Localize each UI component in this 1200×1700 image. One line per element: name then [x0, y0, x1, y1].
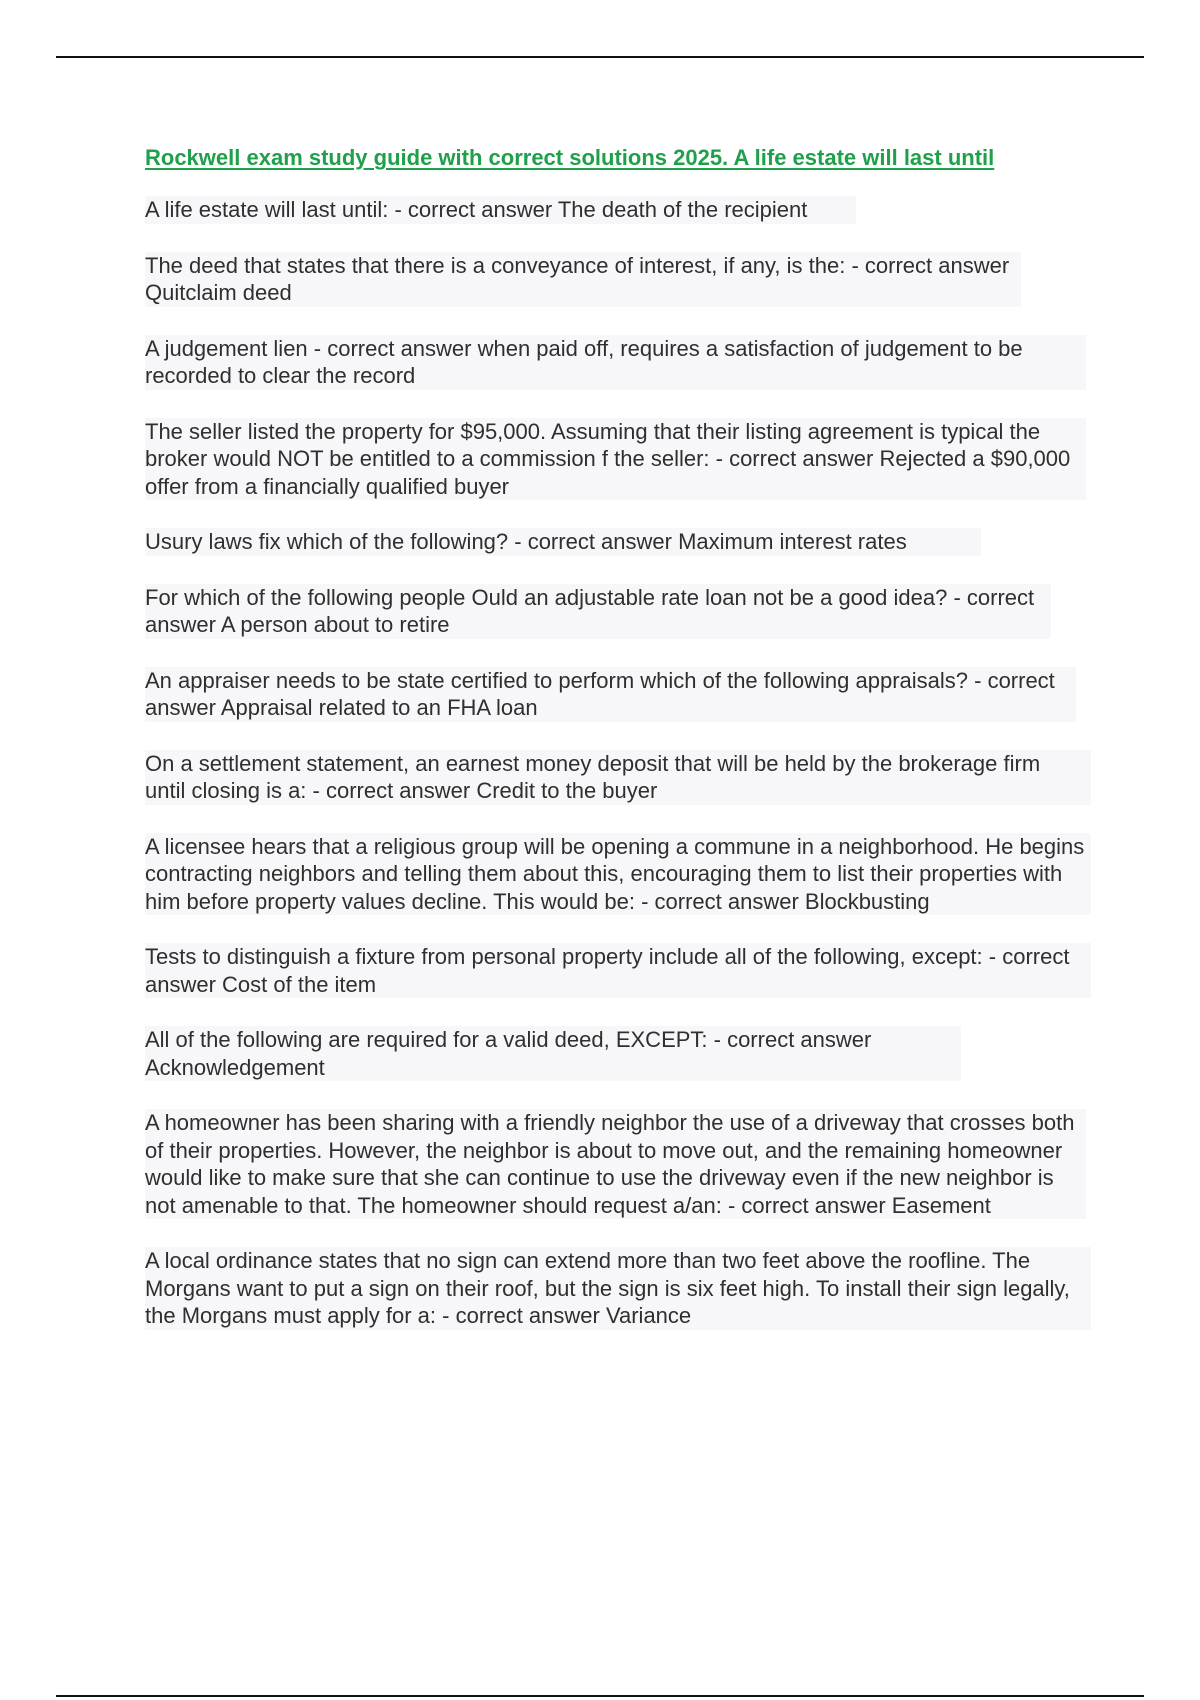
qa-item: Usury laws fix which of the following? - correct answer Maximum interest rates [145, 528, 981, 556]
document-body [145, 144, 1095, 1358]
qa-item: For which of the following people Ould an adjustable rate loan not be a good idea? - correct answer A person about to retire [145, 584, 1051, 639]
document-title: Rockwell exam study guide with correct solutions 2025. A life estate will last until [145, 145, 995, 170]
qa-item: An appraiser needs to be state certified to perform which of the following appraisals? - correct answer Appraisal related to an FHA loan [145, 667, 1076, 722]
qa-item: A homeowner has been sharing with a friendly neighbor the use of a driveway that crosses both of their properties. However, the neighbor is about to move out, and the remaining homeowner would like to make sure that she can continue to use the driveway even if the new neighbor is not amenable to that. The homeowner should request a/an: - correct answer Easement [145, 1109, 1086, 1219]
qa-item: Tests to distinguish a fixture from personal property include all of the following, except: - correct answer Cost of the item [145, 943, 1091, 998]
qa-item: All of the following are required for a valid deed, EXCEPT: - correct answer Acknowledgement [145, 1026, 961, 1081]
qa-item: On a settlement statement, an earnest money deposit that will be held by the brokerage firm until closing is a: - correct answer Credit to the buyer [145, 750, 1091, 805]
qa-item: The deed that states that there is a conveyance of interest, if any, is the: - correct answer Quitclaim deed [145, 252, 1021, 307]
qa-item: A judgement lien - correct answer when paid off, requires a satisfaction of judgement to be recorded to clear the record [145, 335, 1086, 390]
qa-item: A local ordinance states that no sign can extend more than two feet above the roofline. The Morgans want to put a sign on their roof, but the sign is six feet high. To install their sign legally, the Morgans must apply for a: - correct answer Variance [145, 1247, 1091, 1330]
header-rule [56, 56, 1144, 58]
qa-item: A licensee hears that a religious group will be opening a commune in a neighborhood. He begins contracting neighbors and telling them about this, encouraging them to list their properties with him before property values decline. This would be: - correct answer Blockbusting [145, 833, 1091, 916]
footer-rule [56, 1695, 1144, 1697]
qa-item: A life estate will last until: - correct answer The death of the recipient [145, 196, 856, 224]
qa-item: The seller listed the property for $95,000. Assuming that their listing agreement is typical the broker would NOT be entitled to a commission f the seller: - correct answer Rejected a $90,000 offer from a financially qualified buyer [145, 418, 1086, 501]
